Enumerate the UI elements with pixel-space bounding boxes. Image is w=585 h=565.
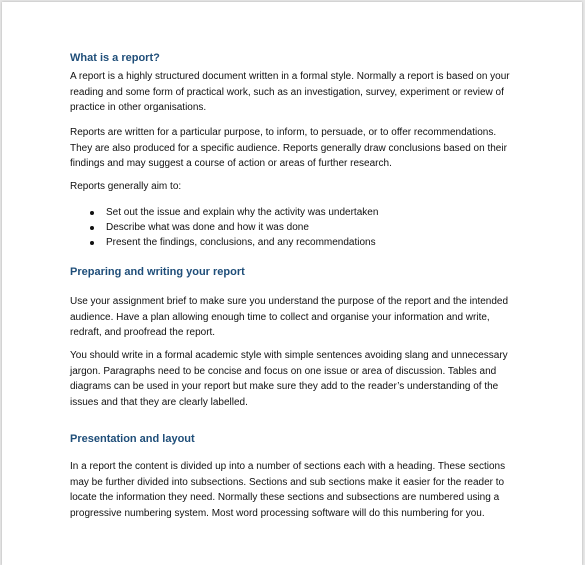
list-item [70, 235, 378, 250]
text-line: reading and some form of practical work, such as an investigation, survey, experiment or review of [70, 86, 504, 98]
paragraph-report-purpose [70, 125, 540, 172]
list-item [70, 220, 378, 235]
text-line: Reports are written for a particular purpose, to inform, to persuade, or to offer recommendations. [70, 127, 497, 138]
text-line: In a report the content is divided up into a number of sections each with a heading. These sections [70, 461, 506, 472]
text-line: Use your assignment brief to make sure you understand the purpose of the report and the intended [70, 296, 509, 307]
text-line: jargon. Paragraphs need to be concise and focus on one issue or area of discussion. Tables and [70, 365, 497, 377]
list-item-text: Set out the issue and explain why the activity was undertaken [106, 207, 379, 218]
text-line: findings and may suggest a course of action or areas of further research. [70, 158, 392, 169]
text-line: redraft, and proofread the report. [70, 327, 216, 338]
paragraph-sections-and-numbering [70, 459, 540, 521]
text-line: Reports generally aim to: [70, 181, 182, 192]
paragraph-writing-style [70, 348, 540, 410]
list-item-text: Describe what was done and how it was done [106, 222, 309, 233]
text-line: diagrams can be used in your report but make sure they add to the reader’s understanding of the [70, 381, 499, 392]
text-line: A report is a highly structured document written in a formal style. Normally a report is based on your [70, 71, 510, 82]
text-line: audience. Have a plan allowing enough time to collect and organise your information and write, [70, 311, 490, 323]
bullet-icon [90, 226, 94, 230]
section-heading-presentation-and-layout: Presentation and layout [70, 433, 195, 445]
paragraph-report-definition [70, 69, 540, 116]
bullet-icon [90, 241, 94, 245]
paragraph-report-aims-intro [70, 179, 540, 195]
text-line: issues and that they are clearly labelled. [70, 396, 248, 408]
list-item [70, 205, 378, 220]
text-line: progressive numbering system. Most word processing software will do this numbering for you. [70, 507, 485, 519]
text-line: locate the information they need. Normally these sections and subsections are numbered using a [70, 492, 500, 503]
text-line: You should write in a formal academic style with simple sentences avoiding slang and unnecessary [70, 350, 508, 361]
document-page [2, 2, 582, 565]
text-line: They are also produced for a specific audience. Reports generally draw conclusions based on their [70, 142, 507, 154]
bullet-icon [90, 211, 94, 215]
list-item-text: Present the findings, conclusions, and any recommendations [106, 237, 376, 248]
paragraph-assignment-brief [70, 294, 540, 341]
text-line: may be further divided into subsections. Sections and sub sections make it easier for the reader to [70, 476, 505, 488]
text-line: practice in other organisations. [70, 102, 207, 113]
section-heading-preparing-and-writing: Preparing and writing your report [70, 266, 245, 278]
report-aims-list [70, 205, 378, 250]
section-heading-what-is-a-report: What is a report? [70, 52, 160, 64]
